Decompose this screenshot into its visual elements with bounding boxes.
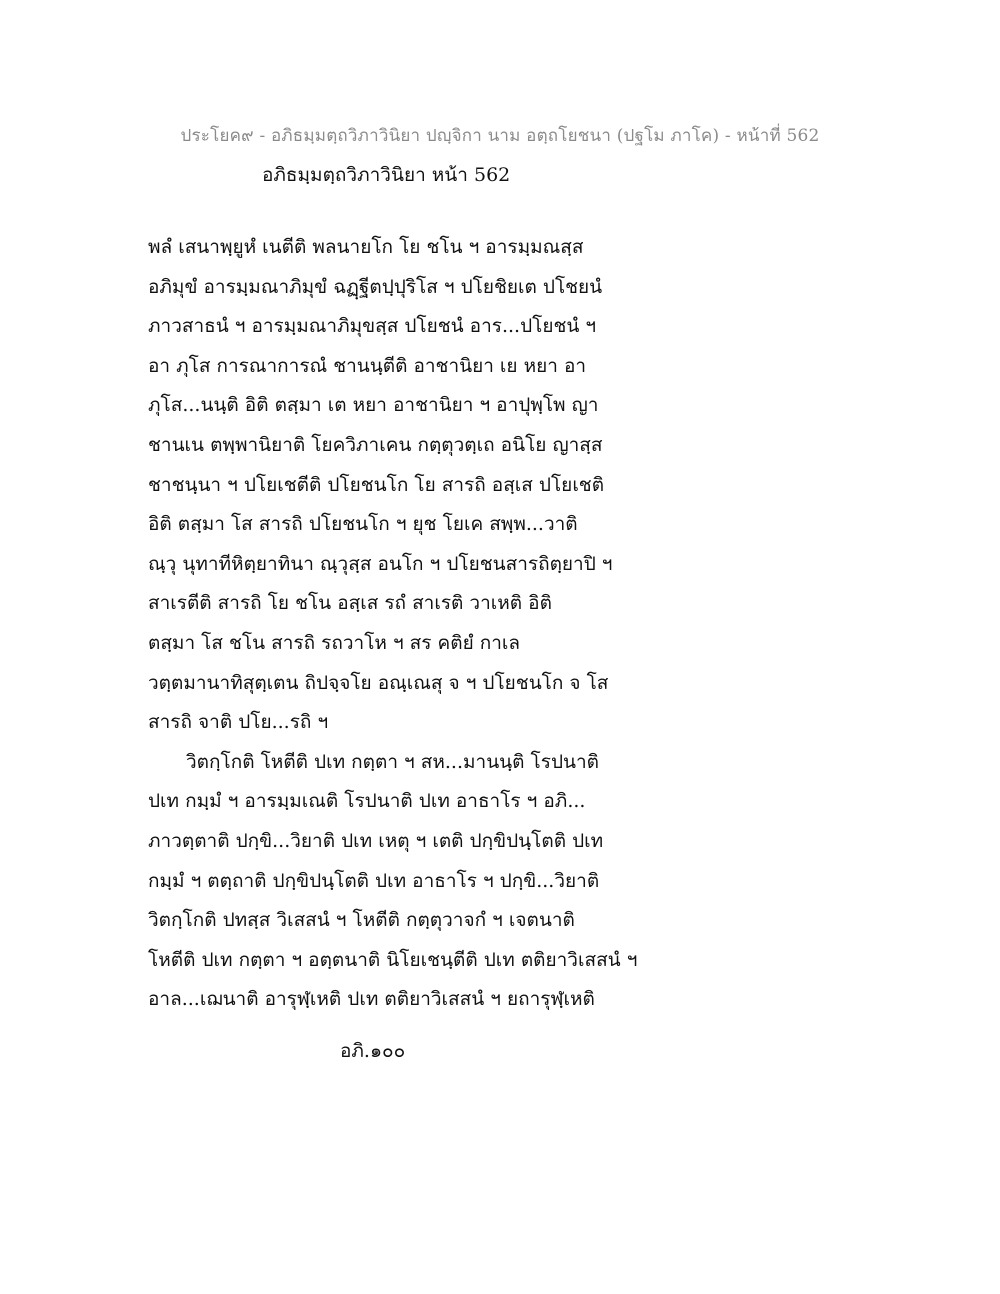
text-line: พลํ เสนาพฺยูหํ เนตีติ พลนายโก โย ชโน ฯ อารมฺมณสฺส bbox=[148, 236, 584, 258]
text-line: อา ภุโส การณาการณํ ชานนฺตีติ อาชานิยา เย หยา อา bbox=[148, 354, 587, 377]
text-line: ชานเน ตพฺพานิยาติ โยควิภาเคน กตฺตุวตฺเถ อนิโย ญาสฺส bbox=[148, 433, 603, 456]
text-line: วตฺตมานาทิสุตฺเตน ถิปจฺจโย อณฺเณสุ จ ฯ ปโยชนโก จ โส bbox=[148, 671, 609, 694]
text-line: กมฺมํ ฯ ตตฺถาติ ปกฺขิปนฺโตติ ปเท อาธาโร ฯ ปกฺขิ...วิยาติ bbox=[148, 869, 600, 892]
text-line: วิตกฺโกติ ปทสฺส วิเสสนํ ฯ โหตีติ กตฺตุวาจกํ ฯ เจตนาติ bbox=[148, 909, 575, 932]
text-line: อาล...เฌนาติ อารุฬฺเหติ ปเท ตติยาวิเสสนํ ฯ ยถารุฬฺเหติ bbox=[148, 988, 595, 1011]
book-title: อภิธมฺมตฺถวิภาวินิยา หน้า 562 bbox=[262, 164, 511, 186]
text-line: ภุโส...นนฺติ อิติ ตสฺมา เต หยา อาชานิยา ฯ อาปุพฺโพ ญา bbox=[148, 394, 599, 417]
text-line: ชาชนฺนา ฯ ปโยเชตีติ ปโยชนโก โย สารถิ อสฺเส ปโยเชติ bbox=[148, 473, 605, 496]
text-line: สาเรตีติ สารถิ โย ชโน อสฺเส รถํ สาเรติ วาเหติ อิติ bbox=[148, 592, 552, 615]
text-line: สารถิ จาติ ปโย...รถิ ฯ bbox=[148, 711, 329, 734]
text-line: ภาวตฺตาติ ปกฺขิ...วิยาติ ปเท เหตุ ฯ เตติ ปกฺขิปนฺโตติ ปเท bbox=[148, 829, 604, 852]
text-line: อิติ ตสฺมา โส สารถิ ปโยชนโก ฯ ยุช โยเค สพฺพ...วาติ bbox=[148, 513, 578, 536]
page-marker: อภิ.๑๐๐ bbox=[340, 1040, 406, 1062]
text-line: ตสฺมา โส ชโน สารถิ รถวาโห ฯ สร คติยํ กาเล bbox=[148, 631, 521, 654]
text-line: ณฺวุ นุทาทีหิตฺยาทินา ณฺวุสฺส อนโก ฯ ปโยชนสารถิตฺยาปิ ฯ bbox=[148, 552, 613, 575]
text-line: อภิมุขํ อารมฺมณาภิมุขํ ฉฏฺฐีตปฺปุริโส ฯ ปโยชิยเต ปโชยนํ bbox=[148, 275, 603, 298]
paragraph-start-line: วิตกฺโกติ โหตีติ ปเท กตฺตา ฯ สห...มานนฺติ โรปนาติ bbox=[186, 750, 600, 773]
text-line: ปเท กมฺมํ ฯ อารมฺมเณติ โรปนาติ ปเท อาธาโร ฯ อภิ... bbox=[148, 790, 586, 813]
text-line: ภาวสาธนํ ฯ อารมฺมณาภิมุขสฺส ปโยชนํ อาร...ปโยชนํ ฯ bbox=[148, 315, 597, 338]
body-text bbox=[148, 228, 848, 1020]
running-header: ประโยค๙ - อภิธมฺมตฺถวิภาวินิยา ปญฺจิกา นาม อตฺถโยชนา (ปฐโม ภาโค) - หน้าที่ 562 bbox=[180, 126, 820, 146]
text-line: โหตีติ ปเท กตฺตา ฯ อตฺตนาติ นิโยเชนฺตีติ ปเท ตติยาวิเสสนํ ฯ bbox=[148, 948, 638, 971]
